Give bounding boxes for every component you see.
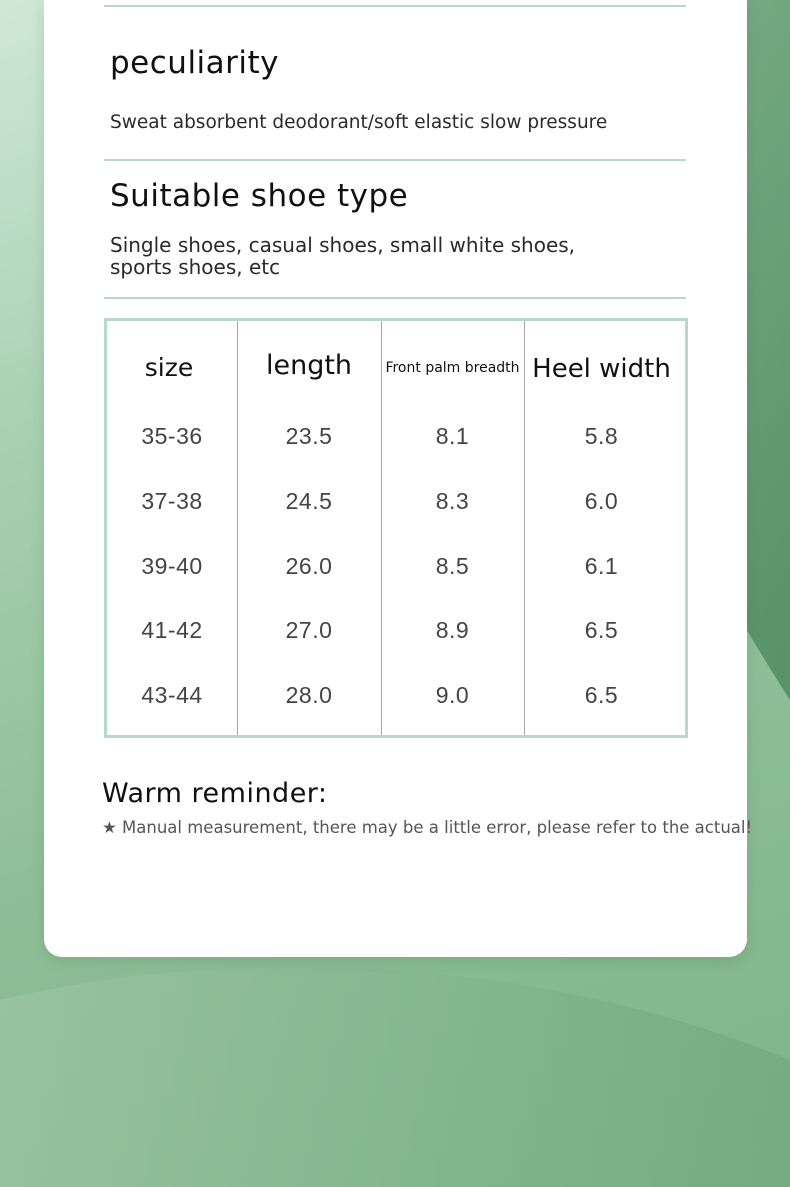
table-cell-heel-width: 6.0	[584, 488, 619, 514]
table-cell-size: 37-38	[141, 488, 203, 514]
warm-reminder-note: ★ Manual measurement, there may be a little error, please refer to the actual!	[102, 818, 753, 837]
table-cell-length: 27.0	[285, 617, 333, 643]
table-cell-heel-width: 6.5	[584, 617, 619, 643]
table-cell-size: 41-42	[141, 617, 203, 643]
table-cell-heel-width: 6.1	[584, 553, 619, 579]
column-divider	[381, 321, 382, 735]
table-cell-front-palm: 8.9	[435, 617, 470, 643]
shoe-type-line-1: Single shoes, casual shoes, small white shoes,	[110, 233, 576, 257]
table-cell-front-palm: 8.3	[435, 488, 470, 514]
table-cell-length: 24.5	[285, 488, 333, 514]
table-cell-length: 26.0	[285, 553, 333, 579]
shoe-type-line-2: sports shoes, etc	[110, 255, 281, 279]
table-cell-length: 23.5	[285, 423, 333, 449]
peculiarity-text: Sweat absorbent deodorant/soft elastic slow pressure	[110, 112, 608, 133]
table-cell-heel-width: 5.8	[584, 423, 619, 449]
divider	[104, 5, 686, 7]
content-card	[44, 0, 753, 957]
table-cell-front-palm: 8.1	[435, 423, 470, 449]
table-cell-size: 43-44	[141, 682, 203, 708]
size-table	[104, 318, 688, 738]
table-cell-front-palm: 8.5	[435, 553, 470, 579]
header-front-palm-breadth: Front palm breadth	[385, 360, 520, 376]
column-divider	[237, 321, 238, 735]
header-heel-width: Heel width	[532, 354, 671, 384]
peculiarity-title: peculiarity	[110, 45, 280, 81]
divider	[104, 159, 686, 161]
table-cell-length: 28.0	[285, 682, 333, 708]
shoe-type-title: Suitable shoe type	[110, 178, 409, 214]
header-length: length	[265, 350, 353, 381]
table-cell-heel-width: 6.5	[584, 682, 619, 708]
warm-reminder-title: Warm reminder:	[102, 778, 328, 809]
table-cell-size: 39-40	[141, 553, 203, 579]
table-cell-size: 35-36	[141, 423, 203, 449]
divider	[104, 297, 686, 299]
table-cell-front-palm: 9.0	[435, 682, 470, 708]
header-size: size	[144, 353, 194, 382]
